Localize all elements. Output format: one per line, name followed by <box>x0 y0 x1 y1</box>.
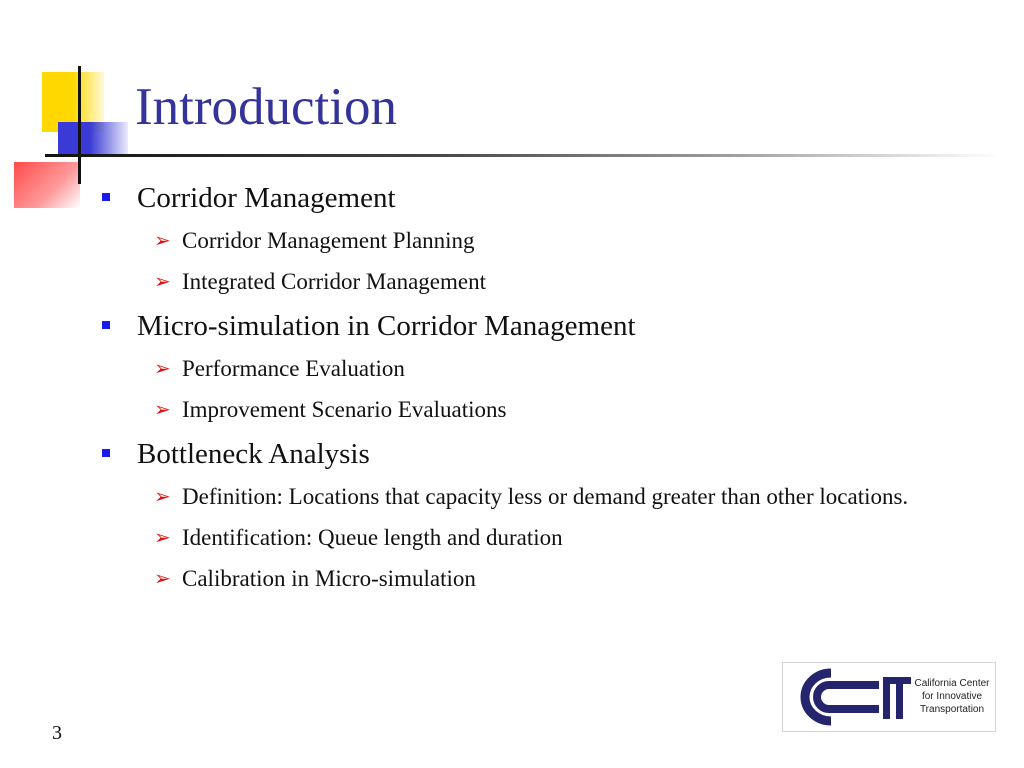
sub-item <box>152 352 980 385</box>
sub-item-text: Performance Evaluation <box>182 356 405 381</box>
sub-item <box>152 265 980 298</box>
arrow-bullet-icon: ➢ <box>154 356 171 380</box>
sub-item <box>152 393 980 426</box>
sub-item-text: Corridor Management Planning <box>182 228 475 253</box>
bullet-text: Bottleneck Analysis <box>137 438 370 470</box>
title-underline <box>45 154 1000 157</box>
bullet-list <box>100 180 980 605</box>
arrow-bullet-icon: ➢ <box>154 228 171 252</box>
bullet-text: Micro-simulation in Corridor Management <box>137 310 636 342</box>
decor-red-square <box>14 162 80 208</box>
arrow-bullet-icon: ➢ <box>154 484 171 508</box>
sub-item-text: Definition: Locations that capacity less or demand greater than other locations. <box>182 484 909 509</box>
sub-item <box>152 521 980 554</box>
sub-item <box>152 562 980 595</box>
arrow-bullet-icon: ➢ <box>154 269 171 293</box>
sub-item <box>152 480 980 513</box>
arrow-bullet-icon: ➢ <box>154 525 171 549</box>
square-bullet-icon <box>102 449 110 457</box>
logo-line: Transportation <box>919 704 985 715</box>
bullet-item <box>100 436 980 472</box>
square-bullet-icon <box>102 193 110 201</box>
decor-vertical-line <box>78 66 81 184</box>
slide-title: Introduction <box>135 78 397 136</box>
sub-item-text: Improvement Scenario Evaluations <box>182 397 507 422</box>
logo-text <box>911 677 993 716</box>
square-bullet-icon <box>102 321 110 329</box>
ccit-logo-mark-icon <box>783 663 913 731</box>
bullet-item <box>100 308 980 344</box>
sub-item-text: Integrated Corridor Management <box>182 269 486 294</box>
sub-list <box>152 224 980 298</box>
bullet-item <box>100 180 980 216</box>
logo-line: for Innovative <box>921 691 983 702</box>
sub-item <box>152 224 980 257</box>
decor-blue-square <box>58 122 128 154</box>
sub-list <box>152 480 980 595</box>
ccit-logo <box>782 662 996 732</box>
arrow-bullet-icon: ➢ <box>154 397 171 421</box>
bullet-text: Corridor Management <box>137 182 396 214</box>
arrow-bullet-icon: ➢ <box>154 566 171 590</box>
page-number: 3 <box>52 722 62 744</box>
sub-list <box>152 352 980 426</box>
logo-line: California Center <box>914 678 990 689</box>
sub-item-text: Calibration in Micro-simulation <box>182 566 476 591</box>
sub-item-text: Identification: Queue length and duration <box>182 525 563 550</box>
